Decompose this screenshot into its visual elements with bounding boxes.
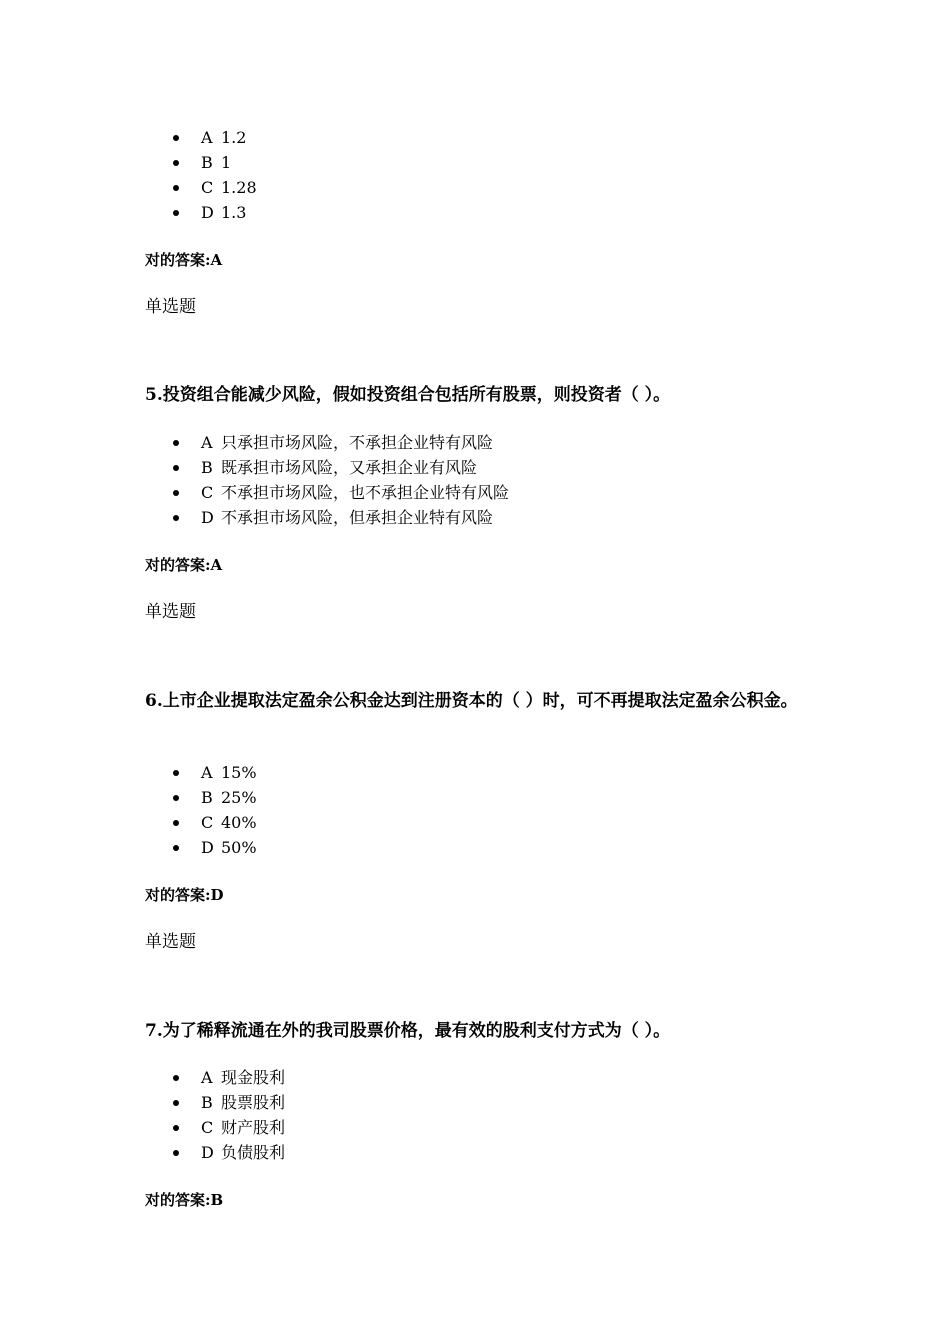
q7-type-label: 单选题 (145, 932, 196, 952)
q4-option-a: A 1.2 (145, 125, 257, 150)
q5-question: 5.投资组合能减少风险，假如投资组合包括所有股票，则投资者（ ）。 (145, 385, 671, 405)
bullet-icon (173, 440, 179, 446)
bullet-icon (173, 1100, 179, 1106)
q4-option-b: B 1 (145, 150, 257, 175)
q6-options (145, 760, 257, 860)
q6-option-c: C 40% (145, 810, 257, 835)
bullet-icon (173, 820, 179, 826)
bullet-icon (173, 845, 179, 851)
q4-answer: 对的答案:A (145, 251, 223, 269)
q6-question: 6.上市企业提取法定盈余公积金达到注册资本的（ ）时，可不再提取法定盈余公积金。 (145, 691, 798, 711)
q7-option-a: A 现金股利 (145, 1065, 285, 1090)
q5-options (145, 430, 509, 530)
q4-option-c: C 1.28 (145, 175, 257, 200)
q7-answer: 对的答案:B (145, 1191, 224, 1209)
bullet-icon (173, 185, 179, 191)
q6-type-label: 单选题 (145, 602, 196, 622)
q5-option-b: B 既承担市场风险，又承担企业有风险 (145, 455, 509, 480)
bullet-icon (173, 210, 179, 216)
q6-option-a: A 15% (145, 760, 257, 785)
bullet-icon (173, 770, 179, 776)
q7-question: 7.为了稀释流通在外的我司股票价格，最有效的股利支付方式为（ ）。 (145, 1021, 671, 1041)
bullet-icon (173, 795, 179, 801)
q5-option-c: C 不承担市场风险，也不承担企业特有风险 (145, 480, 509, 505)
q6-answer: 对的答案:D (145, 886, 224, 904)
q7-option-b: B 股票股利 (145, 1090, 285, 1115)
bullet-icon (173, 1125, 179, 1131)
bullet-icon (173, 160, 179, 166)
bullet-icon (173, 135, 179, 141)
q7-options (145, 1065, 285, 1165)
q7-option-c: C 财产股利 (145, 1115, 285, 1140)
q7-option-d: D 负债股利 (145, 1140, 285, 1165)
q5-option-d: D 不承担市场风险，但承担企业特有风险 (145, 505, 509, 530)
bullet-icon (173, 1150, 179, 1156)
bullet-icon (173, 515, 179, 521)
bullet-icon (173, 465, 179, 471)
q5-type-label: 单选题 (145, 297, 196, 317)
q4-options (145, 125, 257, 225)
bullet-icon (173, 490, 179, 496)
q5-option-a: A 只承担市场风险，不承担企业特有风险 (145, 430, 509, 455)
bullet-icon (173, 1075, 179, 1081)
q4-option-d: D 1.3 (145, 200, 257, 225)
q5-answer: 对的答案:A (145, 556, 223, 574)
q6-option-d: D 50% (145, 835, 257, 860)
q6-option-b: B 25% (145, 785, 257, 810)
